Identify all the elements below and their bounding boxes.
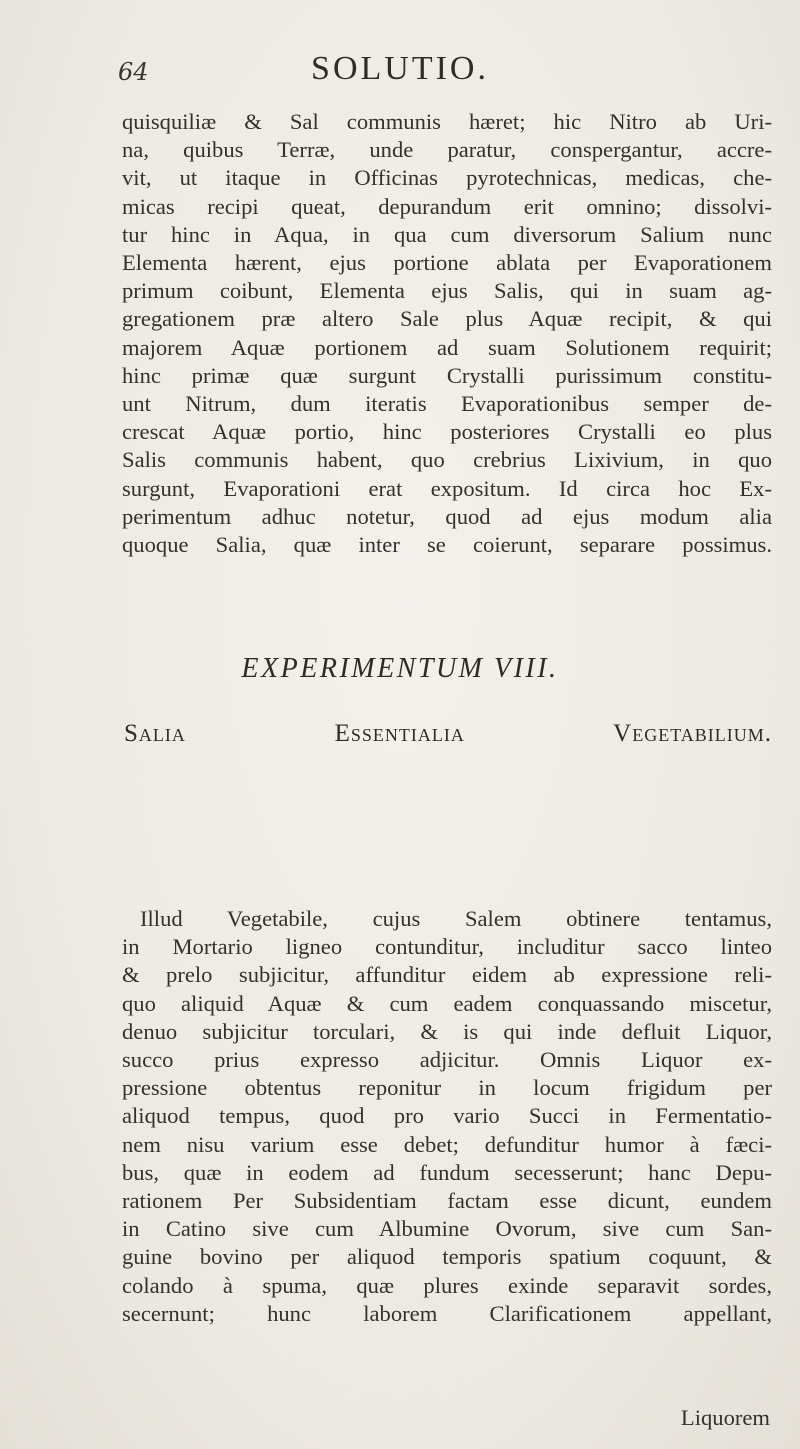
text-line: vit, ut itaque in Officinas pyrotechnicas, medicas, che- <box>122 165 772 191</box>
paragraph-vegetable-salts <box>122 905 772 1328</box>
text-line: Elementa hærent, ejus portione ablata per Evaporationem <box>122 250 772 276</box>
text-line: na, quibus Terræ, unde paratur, conspergantur, accre- <box>122 137 772 163</box>
text-line: quo aliquid Aquæ & cum eadem conquassando miscetur, <box>122 990 772 1016</box>
section-heading: Salia Essentialia Vegetabilium. <box>124 720 772 747</box>
paragraph-nitrum-purification <box>122 108 772 559</box>
text-line: bus, quæ in eodem ad fundum secesserunt; hanc Depu- <box>122 1159 772 1185</box>
text-line: Salis communis habent, quo crebrius Lixivium, in quo <box>122 447 772 473</box>
catchword: Liquorem <box>680 1405 770 1430</box>
text-line: guine bovino per aliquod temporis spatium coquunt, & <box>122 1244 772 1270</box>
text-line: gregationem præ altero Sale plus Aquæ recipit, & qui <box>122 306 772 332</box>
text-line: quisquiliæ & Sal communis hæret; hic Nitro ab Uri- <box>122 109 772 134</box>
text-line: aliquod tempus, quod pro vario Succi in Fermentatio- <box>122 1103 772 1129</box>
text-line: surgunt, Evaporationi erat expositum. Id circa hoc Ex- <box>122 475 772 501</box>
text-line: tur hinc in Aqua, in qua cum diversorum Salium nunc <box>122 221 772 247</box>
page-header-title: SOLUTIO. <box>311 50 489 87</box>
page-number: 64 <box>118 58 149 86</box>
text-line: perimentum adhuc notetur, quod ad ejus modum alia <box>122 503 772 529</box>
text-line: denuo subjicitur torculari, & is qui inde defluit Liquor, <box>122 1018 772 1044</box>
text-line: secernunt; hunc laborem Clarificationem appellant, <box>122 1300 772 1326</box>
text-line: nem nisu varium esse debet; defunditur humor à fæci- <box>122 1131 772 1157</box>
text-line: majorem Aquæ portionem ad suam Solutionem requirit; <box>122 334 772 360</box>
text-line: pressione obtentus reponitur in locum frigidum per <box>122 1075 772 1101</box>
text-line: colando à spuma, quæ plures exinde separavit sordes, <box>122 1272 772 1298</box>
text-line: hinc primæ quæ surgunt Crystalli purissimum constitu- <box>122 362 772 388</box>
experiment-heading: EXPERIMENTUM VIII. <box>241 653 559 684</box>
running-head <box>0 50 800 100</box>
text-line: crescat Aquæ portio, hinc posteriores Crystalli eo plus <box>122 419 772 445</box>
text-line: Illud Vegetabile, cujus Salem obtinere tentamus, <box>140 906 772 931</box>
text-line: unt Nitrum, dum iteratis Evaporationibus semper de- <box>122 391 772 417</box>
text-line: in Catino sive cum Albumine Ovorum, sive cum San- <box>122 1216 772 1242</box>
text-line: & prelo subjicitur, affunditur eidem ab expressione reli- <box>122 962 772 988</box>
text-line: micas recipi queat, depurandum erit omnino; dissolvi- <box>122 193 772 219</box>
text-line: in Mortario ligneo contunditur, includitur sacco linteo <box>122 934 772 960</box>
text-line: succo prius expresso adjicitur. Omnis Liquor ex- <box>122 1047 772 1073</box>
text-line: rationem Per Subsidentiam factam esse dicunt, eundem <box>122 1188 772 1214</box>
text-line: primum coibunt, Elementa ejus Salis, qui in suam ag- <box>122 278 772 304</box>
text-line: quoque Salia, quæ inter se coierunt, separare possimus. <box>122 532 772 558</box>
